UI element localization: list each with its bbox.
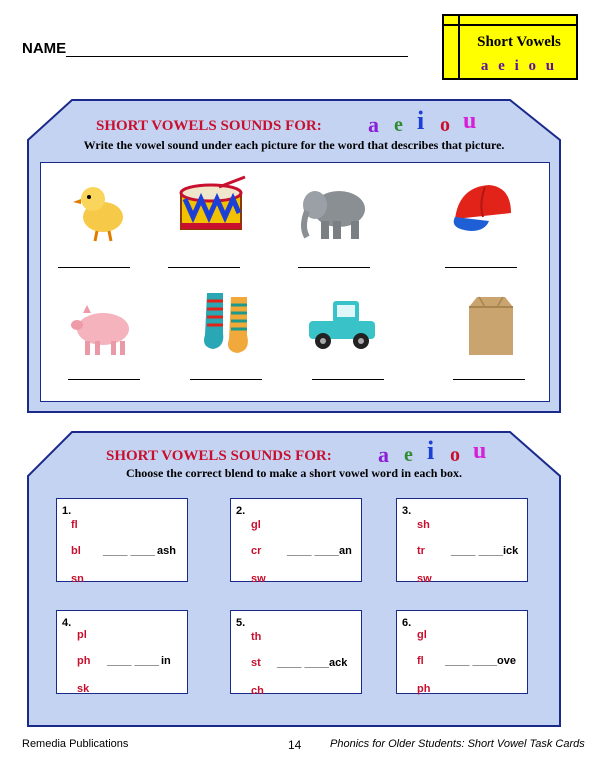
word-ending: ick (503, 545, 519, 557)
section1-title: SHORT VOWELS SOUNDS FOR: (96, 118, 322, 134)
blend-option[interactable]: bl (71, 545, 81, 557)
blend-option[interactable]: th (251, 631, 262, 643)
word-ending: ack (329, 657, 348, 669)
truck-icon (305, 287, 377, 359)
section2-instructions: Choose the correct blend to make a short vowel word in each box. (125, 466, 463, 480)
answer-line-2[interactable] (168, 267, 240, 268)
drum-picture (175, 173, 247, 245)
blend-card-4 (56, 610, 188, 694)
blend-option[interactable]: gl (251, 519, 261, 531)
word-ending: ash (157, 545, 176, 557)
pig-icon (65, 291, 137, 363)
blend-option[interactable]: ph (77, 655, 91, 667)
blend-option[interactable]: st (251, 657, 261, 669)
card-number: 6. (402, 617, 412, 629)
socks-picture (193, 287, 265, 359)
card-number: 4. (62, 617, 72, 629)
elephant-icon (299, 175, 371, 247)
footer-publisher: Remedia Publications (22, 738, 129, 750)
chick-icon (65, 175, 137, 247)
footer-book-title: Phonics for Older Students: Short Vowel Task Cards (330, 738, 585, 750)
section1-vowel-a: a (368, 112, 379, 137)
section1-vowel-e: e (394, 114, 403, 136)
bag-picture (455, 287, 527, 359)
topic-title: Short Vowels (477, 34, 561, 50)
blend-option[interactable]: fl (417, 655, 424, 667)
picture-box (40, 162, 550, 402)
blend-option[interactable]: ch (251, 685, 264, 697)
answer-line-5[interactable] (68, 379, 140, 380)
cap-icon (445, 173, 517, 245)
blend-option[interactable]: gl (417, 629, 427, 641)
truck-picture (305, 287, 377, 359)
pig-picture (65, 291, 137, 363)
word-ending: in (161, 655, 171, 667)
blend-option[interactable]: sn (71, 573, 84, 585)
cap-picture (445, 173, 517, 245)
word-ending: an (339, 545, 352, 557)
answer-blanks[interactable]: ____ ____ (277, 657, 329, 669)
chick-picture (65, 175, 137, 247)
elephant-picture (299, 175, 371, 247)
name-label: NAME (22, 40, 67, 57)
blend-option[interactable]: sh (417, 519, 430, 531)
blend-card-1 (56, 498, 188, 585)
answer-line-6[interactable] (190, 379, 262, 380)
card-number: 1. (62, 505, 72, 517)
section2-vowel-u: u (473, 438, 487, 464)
word-ending: ove (497, 655, 516, 667)
bag-icon (455, 287, 527, 359)
answer-line-8[interactable] (453, 379, 525, 380)
section2-vowel-o: o (450, 444, 460, 466)
answer-blanks[interactable]: ____ ____ (451, 545, 503, 557)
topic-vowels: a e i o u (480, 58, 558, 74)
blend-option[interactable]: sw (417, 573, 432, 585)
blend-option[interactable]: pl (77, 629, 87, 641)
blend-option[interactable]: ph (417, 683, 431, 695)
answer-line-7[interactable] (312, 379, 384, 380)
section1-vowel-i: i (417, 106, 425, 135)
blend-card-2 (230, 498, 362, 585)
section1-instructions: Write the vowel sound under each picture for the word that describes that picture. (83, 138, 505, 152)
card-number: 2. (236, 505, 246, 517)
footer-page-number: 14 (288, 738, 302, 752)
answer-blanks[interactable]: ____ ____ (445, 655, 497, 667)
answer-blanks[interactable]: ____ ____ (287, 545, 339, 557)
drum-icon (175, 173, 247, 245)
blend-option[interactable]: cr (251, 545, 262, 557)
section2-vowel-e: e (404, 444, 413, 466)
section2-vowel-i: i (427, 436, 435, 465)
blend-option[interactable]: sw (251, 573, 266, 585)
answer-line-3[interactable] (298, 267, 370, 268)
blend-option[interactable]: tr (417, 545, 425, 557)
answer-line-4[interactable] (445, 267, 517, 268)
section2-vowel-a: a (378, 442, 389, 467)
section1-vowel-o: o (440, 114, 450, 136)
blend-card-5 (230, 610, 362, 697)
card-number: 5. (236, 617, 246, 629)
answer-blanks[interactable]: ____ ____ (107, 655, 159, 667)
answer-line-1[interactable] (58, 267, 130, 268)
blend-card-6 (396, 610, 528, 694)
blend-option[interactable]: sk (77, 683, 90, 695)
section1-vowel-u: u (463, 108, 477, 134)
blend-card-3 (396, 498, 528, 585)
answer-blanks[interactable]: ____ ____ (103, 545, 155, 557)
blend-option[interactable]: fl (71, 519, 78, 531)
socks-icon (193, 287, 265, 359)
section2-title: SHORT VOWELS SOUNDS FOR: (106, 448, 332, 464)
card-number: 3. (402, 505, 412, 517)
